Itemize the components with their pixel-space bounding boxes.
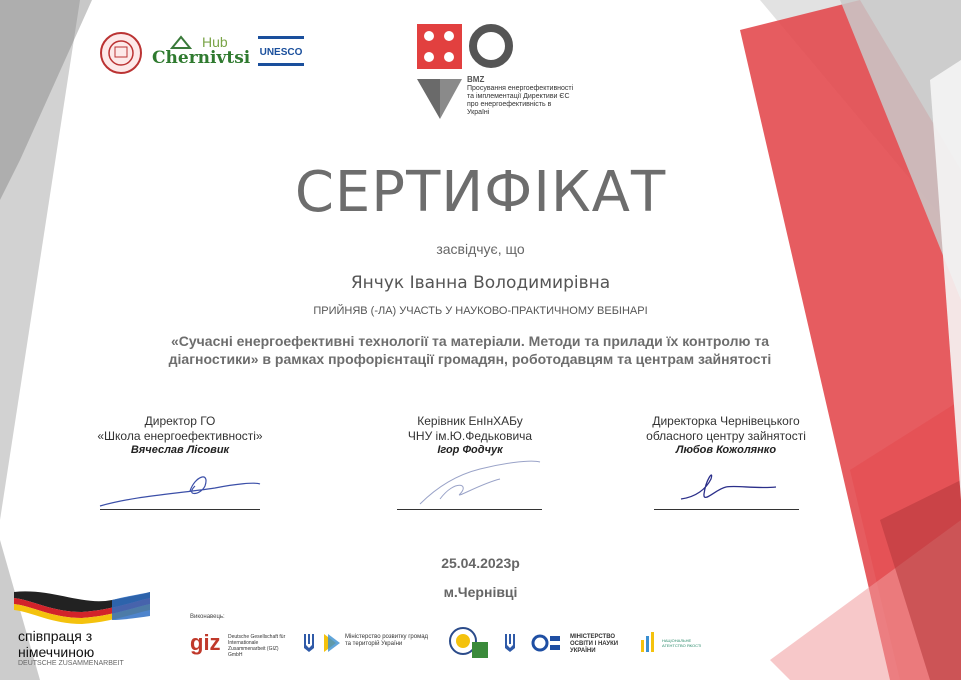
ukraine-trident-icon-2: [503, 632, 517, 654]
employment-service-emblem: [446, 626, 492, 660]
signature-block-1: [80, 414, 280, 514]
signature-2-name: Ігор Фодчук: [437, 444, 503, 456]
ministry-education-text: МІНІСТЕРСТВО ОСВІТИ І НАУКИ УКРАЇНИ: [570, 634, 619, 654]
signature-block-3: [626, 414, 826, 514]
certificate-title: СЕРТИФІКАТ: [294, 160, 667, 225]
cooperation-text-line2: німеччиною: [18, 644, 95, 660]
bmz-abbr: BMZ: [467, 75, 485, 84]
hub-chernivtsi-logo: [152, 34, 251, 70]
signature-3-line: [654, 509, 799, 510]
cooperation-text-line1: співпраця з: [18, 628, 93, 644]
signature-1-name: Вячеслав Лісовик: [130, 444, 230, 456]
bmz-logo: [416, 24, 576, 124]
recipient-name: Янчук Іванна Володимирівна: [350, 273, 611, 293]
signature-2-title-line2: ЧНУ ім.Ю.Федьковича: [407, 429, 533, 443]
signature-block-2: [370, 414, 570, 514]
implemented-by-label: Виконавець:: [190, 614, 225, 620]
ministry-regions-text: Міністерство розвитку громад та територій України: [345, 634, 429, 647]
ministry-education-logo-mark: [530, 632, 562, 654]
quality-agency-logo-mark: [640, 632, 658, 652]
participation-text: ПРИЙНЯВ (-ЛА) УЧАСТЬ У НАУКОВО-ПРАКТИЧНОМУ ВЕБІНАРІ: [313, 305, 648, 317]
signature-3-handwriting: [676, 459, 786, 509]
certifies-text: засвідчує, що: [436, 241, 525, 257]
issue-city: м.Чернівці: [443, 584, 518, 600]
signature-1-title-line1: Директор ГО: [144, 414, 216, 428]
cooperation-text-line3: DEUTSCHE ZUSAMMENARBEIT: [18, 660, 124, 667]
bmz-description: Просування енергоефективності та імплементації Директиви ЄС про енергоефективність в Україні: [467, 85, 574, 116]
signature-1-line: [100, 509, 260, 510]
signature-2-title-line1: Керівник ЕнІнХАБу: [417, 414, 523, 428]
signature-3-title-line2: обласного центру зайнятості: [646, 429, 806, 443]
signature-3-name: Любов Кожолянко: [675, 444, 777, 456]
ministry-regions-logo-mark: [322, 632, 340, 654]
ukraine-trident-icon: [302, 632, 316, 654]
hub-logo-text-bottom: Chernivtsi: [152, 48, 251, 68]
hub-logo-text-top: Hub: [202, 34, 228, 50]
signature-1-title-line2: «Школа енергоефективності»: [97, 429, 263, 443]
signature-2-handwriting: [410, 454, 550, 509]
unesco-logo-text: UNESCO: [259, 47, 303, 58]
signature-3-title-line1: Директорка Чернівецького: [652, 414, 800, 428]
signature-2-line: [397, 509, 542, 510]
university-seal-logo: [100, 32, 142, 74]
cooperation-germany-logo: [12, 586, 152, 676]
giz-logo: giz: [190, 630, 221, 655]
issue-date: 25.04.2023р: [441, 555, 520, 571]
unesco-logo: [258, 36, 304, 73]
quality-agency-text: НАЦІОНАЛЬНЕ АГЕНТСТВО ЯКОСТІ: [662, 638, 702, 648]
giz-text: Deutsche Gesellschaft für Internationale Zusammenarbeit (GIZ) GmbH: [228, 634, 286, 658]
signature-1-handwriting: [95, 466, 265, 511]
webinar-topic: «Сучасні енергоефективні технології та матеріали. Методи та прилади їх контролю та діагностики» в рамках профорієнтації громадян, роботодавцям та центрам зайнятості: [168, 333, 772, 367]
